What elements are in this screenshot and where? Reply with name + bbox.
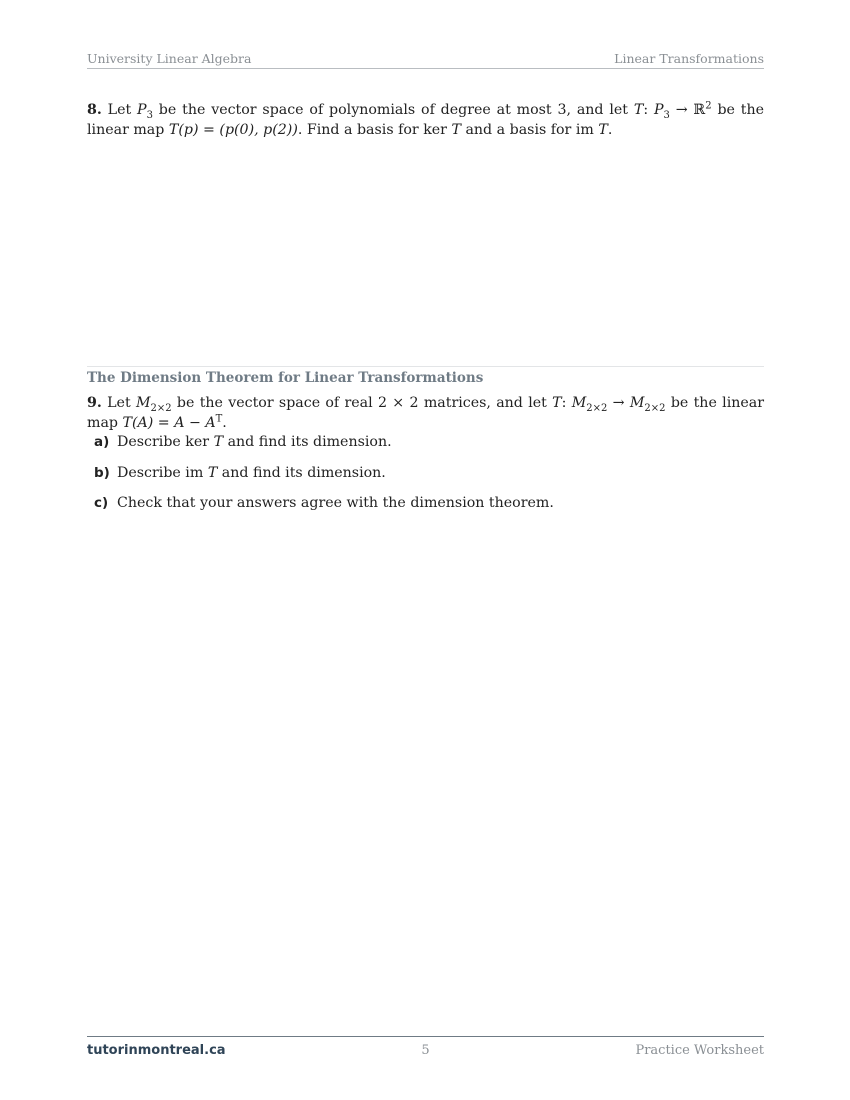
header-chapter-title: Linear Transformations bbox=[614, 51, 764, 66]
part-text: Describe im bbox=[117, 464, 208, 481]
math-var: P bbox=[653, 102, 664, 118]
section-rule bbox=[87, 366, 764, 367]
problem-8-text: . Find a basis for ker bbox=[297, 122, 452, 138]
math-var: M bbox=[135, 395, 151, 411]
math-formula: (p) = (p(0), p(2)) bbox=[178, 122, 298, 138]
math-formula: T(A) = A − A bbox=[122, 415, 216, 431]
problem-9-number: 9. bbox=[87, 395, 102, 411]
math-var: T bbox=[207, 464, 218, 481]
math-var: M bbox=[571, 395, 587, 411]
math-var: T bbox=[633, 102, 644, 118]
footer-doc-type: Practice Worksheet bbox=[635, 1043, 764, 1058]
problem-9-text: . bbox=[222, 415, 227, 431]
problem-8-text: be the vector space of polynomials of degree at most 3, and let bbox=[152, 102, 634, 118]
part-text: and find its dimension. bbox=[223, 434, 392, 450]
footer-site-link[interactable]: tutorinmontreal.ca bbox=[87, 1043, 226, 1058]
math-symbol: → ℝ bbox=[669, 102, 706, 118]
problem-8-text: Let bbox=[101, 102, 138, 118]
math-subscript: 3 bbox=[663, 109, 670, 121]
running-header bbox=[87, 51, 764, 66]
math-var: P bbox=[137, 102, 147, 118]
footer bbox=[87, 1043, 764, 1061]
math-var: T bbox=[168, 122, 179, 138]
math-var: T bbox=[451, 122, 461, 138]
problem-9-parts bbox=[94, 434, 764, 526]
part-b bbox=[94, 465, 764, 496]
part-label: a) bbox=[94, 434, 110, 450]
math-subscript: 2×2 bbox=[150, 402, 172, 414]
part-text: and find its dimension. bbox=[217, 464, 386, 481]
header-rule bbox=[87, 68, 764, 69]
math-var: T bbox=[213, 434, 224, 450]
part-text: Describe ker bbox=[117, 434, 214, 450]
problem-8-number: 8. bbox=[87, 102, 102, 118]
problem-9 bbox=[87, 393, 764, 433]
math-symbol: : bbox=[643, 102, 654, 118]
problem-9-text: be the linear map bbox=[87, 395, 765, 431]
problem-8-text: and a basis for im bbox=[460, 122, 599, 138]
footer-rule bbox=[87, 1036, 764, 1037]
part-label: c) bbox=[94, 495, 109, 511]
math-subscript: 2×2 bbox=[586, 402, 608, 414]
problem-8-text: . bbox=[607, 122, 613, 138]
math-superscript: T bbox=[215, 413, 223, 425]
part-a bbox=[94, 434, 764, 465]
math-subscript: 3 bbox=[146, 109, 153, 121]
math-var: M bbox=[629, 395, 645, 411]
part-text: Check that your answers agree with the dimension theorem. bbox=[117, 495, 554, 511]
math-subscript: 2×2 bbox=[644, 402, 666, 414]
math-var: T bbox=[552, 395, 562, 411]
math-superscript: 2 bbox=[705, 100, 712, 112]
section-heading: The Dimension Theorem for Linear Transformations bbox=[87, 370, 484, 386]
math-symbol: → bbox=[607, 395, 630, 411]
part-label: b) bbox=[94, 464, 110, 481]
problem-9-text: Let bbox=[101, 395, 136, 411]
header-course-title: University Linear Algebra bbox=[87, 51, 252, 66]
math-var: T bbox=[598, 122, 608, 138]
problem-8 bbox=[87, 100, 764, 140]
problem-8-text: be the linear map bbox=[87, 102, 765, 138]
part-c bbox=[94, 495, 764, 526]
problem-9-text: be the vector space of real 2 × 2 matrices, and let bbox=[171, 395, 553, 411]
math-symbol: : bbox=[561, 395, 572, 411]
page-number: 5 bbox=[421, 1043, 430, 1058]
